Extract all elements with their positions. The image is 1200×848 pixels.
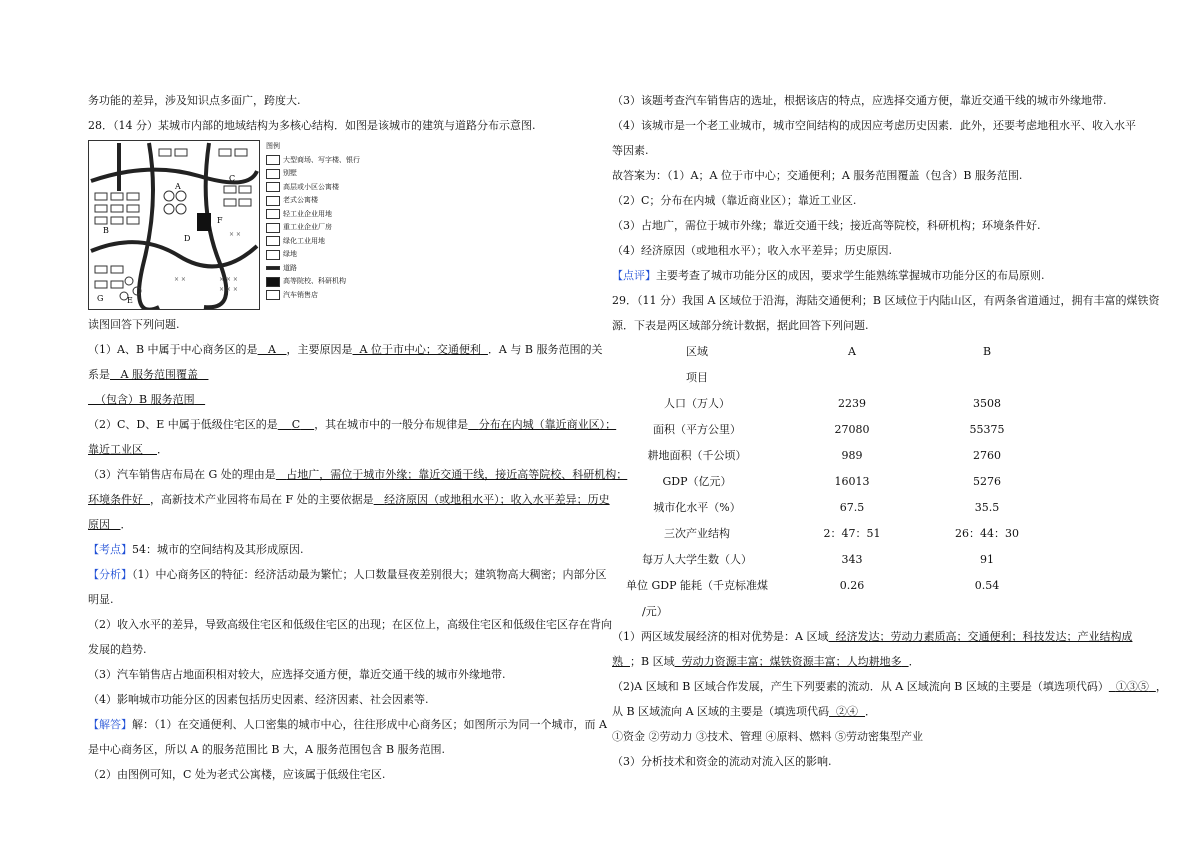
solution-4b: 等因素.	[612, 144, 649, 157]
legend-swatch	[266, 155, 280, 165]
instruction: 读图回答下列问题.	[88, 318, 180, 331]
final-answer-2: （2）C；分布在内城（靠近商业区）；靠近工业区.	[612, 194, 857, 207]
options: ①资金 ②劳动力 ③技术、管理 ④原料、燃料 ⑤劳动密集型产业	[612, 730, 923, 743]
question-29-title-cont: 源．下表是两区域部分统计数据，据此回答下列问题.	[612, 319, 869, 332]
statistics-table	[612, 338, 1052, 624]
legend-item: 高层或小区公寓楼	[266, 181, 358, 195]
legend-item: 绿化工业用地	[266, 235, 358, 249]
map-legend	[266, 140, 358, 308]
legend-swatch	[266, 250, 280, 260]
map-label-f: F	[217, 216, 223, 225]
analysis-1b: 明显.	[88, 593, 114, 606]
analysis-2b: 发展的趋势.	[88, 643, 147, 656]
kaodian: 【考点】54：城市的空间结构及其形成原因.	[88, 543, 304, 556]
solution-3: （3）该题考查汽车销售店的选址，根据该店的特点，应选择交通方便，靠近交通干线的城市外缘地带.	[612, 94, 1107, 107]
final-answer-1: 故答案为：（1）A；A 位于市中心；交通便利；A 服务范围覆盖（包含）B 服务范围.	[612, 169, 1023, 182]
analysis-3: （3）汽车销售店占地面积相对较大，应选择交通方便，靠近交通干线的城市外缘地带.	[88, 668, 506, 681]
map-label-g: G	[97, 294, 104, 303]
answer-29-1: （1）两区域发展经济的相对优势是：A 区域 经济发达；劳动力素质高；交通便利；科技发达；产业结构成	[612, 630, 1133, 643]
solution-1: 【解答】解：（1）在交通便利、人口密集的城市中心，往往形成中心商务区；如图所示为同一个城市，而 A	[88, 718, 607, 731]
answer-3-cont2: 原因 ．	[88, 518, 132, 531]
question-29-3: （3）分析技术和资金的流动对流入区的影响.	[612, 755, 832, 768]
table-row: 城市化水平（%） 67.5 35.5	[653, 500, 1000, 514]
table-row: 单位 GDP 能耗（千克标准煤 0.26 0.54	[625, 578, 1000, 592]
answer-1-cont2: （包含）B 服务范围	[95, 393, 195, 406]
legend-item: 老式公寓楼	[266, 194, 358, 208]
legend-swatch	[266, 182, 280, 192]
legend-swatch	[266, 169, 280, 179]
city-map	[88, 140, 260, 310]
answer-2-cont: 靠近工业区 ．	[88, 443, 168, 456]
table-header-b: B	[982, 344, 992, 358]
left-column	[88, 88, 628, 787]
answer-3-cont: 环境条件好 ，高新技术产业园将布局在 F 处的主要依据是 经济原因（或地租水平）；收入水平差异；历史	[88, 493, 610, 506]
table-row: 人口（万人） 2239 3508	[664, 396, 1001, 410]
table-row: GDP（亿元） 16013 5276	[662, 474, 1001, 488]
text-line: 务功能的差异，涉及知识点多面广，跨度大.	[88, 94, 301, 107]
table-header-region: 区域	[686, 344, 708, 358]
table-header-item: 项目	[686, 370, 708, 384]
analysis-4: （4）影响城市功能分区的因素包括历史因素、经济因素、社会因素等.	[88, 693, 429, 706]
answer-1-cont: 系是 A 服务范围覆盖	[88, 368, 198, 381]
answer-29-2-cont: 从 B 区域流向 A 区域的主要是（填选项代码 ②④ ．	[612, 705, 877, 718]
final-answer-4: （4）经济原因（或地租水平）；收入水平差异；历史原因.	[612, 244, 892, 257]
answer-2: （2）C、D、E 中属于低级住宅区的是 C ，其在城市中的一般分布规律是 分布在内城（靠近商业区）；	[88, 418, 617, 431]
question-28-title: 28．（14 分）某城市内部的地域结构为多核心结构．如图是该城市的建筑与道路分布示意图.	[88, 119, 536, 132]
comment: 【点评】主要考查了城市功能分区的成因，要求学生能熟练掌握城市功能分区的布局原则.	[612, 269, 1045, 282]
answer-1: （1）A、B 中属于中心商务区的是 A ，主要原因是 A 位于市中心；交通便利 ．A 与 B 服务范围的关	[88, 343, 603, 356]
legend-swatch	[266, 266, 280, 270]
legend-title: 图例	[266, 142, 280, 150]
analysis-1: 【分析】（1）中心商务区的特征：经济活动最为繁忙；人口数量昼夜差别很大；建筑物高大稠密；内部分区	[88, 568, 607, 581]
analysis-2: （2）收入水平的差异，导致高级住宅区和低级住宅区的出现；在区位上，高级住宅区和低级住宅区存在背向	[88, 618, 612, 631]
legend-item: 别墅	[266, 167, 358, 181]
city-map-figure	[88, 140, 593, 310]
legend-swatch	[266, 196, 280, 206]
map-label-d: D	[184, 234, 191, 243]
final-answer-3: （3）占地广，需位于城市外缘；靠近交通干线；接近高等院校，科研机构；环境条件好.	[612, 219, 1041, 232]
svg-text:× ×: × ×	[229, 231, 241, 238]
svg-text:× × ×: × × ×	[219, 286, 238, 293]
answer-29-2: （2)A 区域和 B 区域合作发展，产生下列要素的流动．从 A 区域流向 B 区域的主要是（填选项代码） ①③⑤ ，	[612, 680, 1167, 693]
map-label-c: C	[229, 174, 236, 183]
table-header-row	[612, 338, 1052, 364]
table-row: 三次产业结构 2：47：51 26：44：30	[664, 526, 1019, 540]
legend-item: 大型商场、写字楼、银行	[266, 154, 358, 168]
table-header-row	[612, 364, 1052, 390]
legend-swatch	[266, 290, 280, 300]
map-label-b: B	[103, 226, 109, 235]
solution-2: （2）由图例可知，C 处为老式公寓楼，应该属于低级住宅区.	[88, 768, 386, 781]
legend-swatch	[266, 236, 280, 246]
table-row: 每万人大学生数（人） 343 91	[642, 552, 994, 566]
legend-item: 汽车销售店	[266, 289, 358, 303]
table-row: /元）	[642, 604, 668, 618]
legend-item: 道路	[266, 262, 358, 276]
legend-item: 绿地	[266, 248, 358, 262]
question-29-title: 29．（11 分）我国 A 区域位于沿海，海陆交通便利；B 区域位于内陆山区，有两条省道通过，拥有丰富的煤铁资	[612, 294, 1160, 307]
legend-swatch	[266, 223, 280, 233]
table-row: 耕地面积（千公顷） 989 2760	[647, 448, 1001, 462]
legend-swatch	[266, 277, 280, 287]
right-column	[612, 88, 1167, 774]
map-label-a: A	[175, 182, 181, 191]
map-label-e: E	[127, 296, 133, 305]
answer-29-1-cont: 熟 ；B 区域 劳动力资源丰富；煤铁资源丰富；人均耕地多 ．	[612, 655, 920, 668]
solution-4: （4）该城市是一个老工业城市，城市空间结构的成因应考虑历史因素．此外，还要考虑地租水平、收入水平	[612, 119, 1136, 132]
legend-item: 重工业企业厂房	[266, 221, 358, 235]
answer-3: （3）汽车销售店布局在 G 处的理由是 占地广，需位于城市外缘；靠近交通干线，接近高等院校、科研机构；	[88, 468, 628, 481]
svg-text:× × ×: × × ×	[219, 276, 238, 283]
legend-swatch	[266, 209, 280, 219]
legend-item: 高等院校、科研机构	[266, 275, 358, 289]
table-header-a: A	[848, 344, 856, 358]
svg-text:× ×: × ×	[174, 276, 186, 283]
table-row: 面积（平方公里） 27080 55375	[653, 422, 1005, 436]
legend-item: 轻工业企业用地	[266, 208, 358, 222]
solution-1b: 是中心商务区，所以 A 的服务范围比 B 大，A 服务范围包含 B 服务范围.	[88, 743, 446, 756]
